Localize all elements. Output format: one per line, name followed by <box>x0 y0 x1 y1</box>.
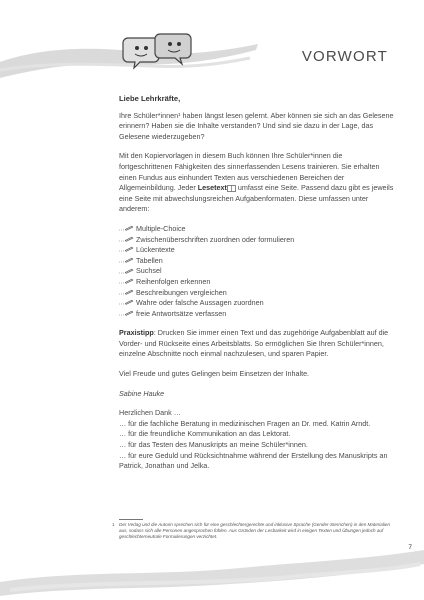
list-item <box>119 266 397 277</box>
intro-paragraph: Ihre Schüler*innen¹ haben längst lesen gelernt. Aber können sie sich an das Gelesene erinnern? Haben sie die Inhalte verstanden? Und sind sie dazu in der Lage, das Gelesene wiederzugeben? <box>119 110 394 141</box>
list-item: … für das Testen des Manuskripts an meine Schüler*innen. <box>119 440 308 450</box>
signature: Sabine Hauke <box>119 388 165 398</box>
task-format-label: Tabellen <box>136 255 163 265</box>
footer-brush-art <box>0 520 424 600</box>
task-format-label: Lückentexte <box>136 245 175 255</box>
list-item: … für eure Geduld und Rücksichtnahme während der Erstellung des Manuskripts an Patrick, Jonathan und Jelka. <box>119 450 388 471</box>
task-format-label: Zwischenüberschriften zuordnen oder formulieren <box>136 234 295 244</box>
task-format-label: Reihenfolgen erkennen <box>136 276 211 286</box>
task-format-label: Beschreibungen vergleichen <box>136 287 227 297</box>
description-paragraph <box>119 151 397 215</box>
list-item <box>119 298 397 309</box>
page-number: 7 <box>408 544 412 551</box>
tip-paragraph <box>119 328 397 360</box>
pencil-icon <box>119 298 136 309</box>
pencil-icon <box>119 235 136 246</box>
footnote-number: 1 <box>112 522 115 527</box>
description-text-1: Mit den Kopiervorlagen in diesem Buch können Ihre Schüler*innen die fortgeschrittenen Fähigkeiten des sinnerfassenden Lesens trainieren. Sie erhalten einen Fundus aus einhundert Texten aus verschiedenen Bereichen der Allgemeinbildung. Jeder <box>119 151 380 193</box>
description-text-2: umfasst eine Seite. Passend dazu gibt es jeweils eine Seite mit abwechslungsreichen Aufgabenformaten. Diese umfassen unter anderem: <box>119 183 394 214</box>
list-item <box>119 309 397 320</box>
pencil-icon <box>119 256 136 267</box>
list-item <box>119 277 397 288</box>
list-item <box>119 235 397 246</box>
list-item <box>119 245 397 256</box>
book-icon <box>227 185 236 192</box>
list-item <box>119 256 397 267</box>
pencil-icon <box>119 224 136 235</box>
closing-text: Viel Freude und gutes Gelingen beim Einsetzen der Inhalte. <box>119 369 310 379</box>
list-item: … für die freundliche Kommunikation an das Lektorat. <box>119 429 291 439</box>
tip-text: : Drucken Sie immer einen Text und das zugehörige Aufgabenblatt auf die Vorder- und Rückseite eines Arbeitsblatts. So ermöglichen Sie Ihren Schüler*innen, einzelne Abschnitte noch einmal nachzulesen, und sparen Papier. <box>119 328 389 359</box>
header-brush-art <box>0 18 260 98</box>
pencil-icon <box>119 277 136 288</box>
task-format-label: Multiple-Choice <box>136 223 186 233</box>
description-bold: Lesetext <box>197 183 227 193</box>
list-item <box>119 224 397 235</box>
task-format-label: freie Antwortsätze verfassen <box>136 308 227 318</box>
salutation: Liebe Lehrkräfte, <box>119 94 181 103</box>
pencil-icon <box>119 266 136 277</box>
pencil-icon <box>119 245 136 256</box>
pencil-icon <box>119 309 136 320</box>
task-format-list <box>119 224 397 319</box>
thanks-heading: Herzlichen Dank … <box>119 408 181 418</box>
list-item: … für die fachliche Beratung in medizinischen Fragen an Dr. med. Katrin Arndt. <box>119 418 371 428</box>
task-format-label: Suchsel <box>136 266 162 276</box>
main-content <box>119 94 397 472</box>
pencil-icon <box>119 288 136 299</box>
thanks-list <box>119 419 397 472</box>
list-item <box>119 288 397 299</box>
page-title: VORWORT <box>301 48 388 65</box>
tip-label: Praxistipp <box>119 328 154 338</box>
footnote-text: Der Verlag und die Autorin sprechen sich für eine geschlechtergerechte und inklusive Sprache (Gender-Sternchen) in den Materialien aus, sodass sich alle Personen angesprochen fühlen. Aus Gründen der Lesbarkeit wird in einigen Texten und Übungen jedoch auf geschlechterneutrale Formulierungen verzichtet. <box>119 522 391 540</box>
task-format-label: Wahre oder falsche Aussagen zuordnen <box>136 298 264 308</box>
